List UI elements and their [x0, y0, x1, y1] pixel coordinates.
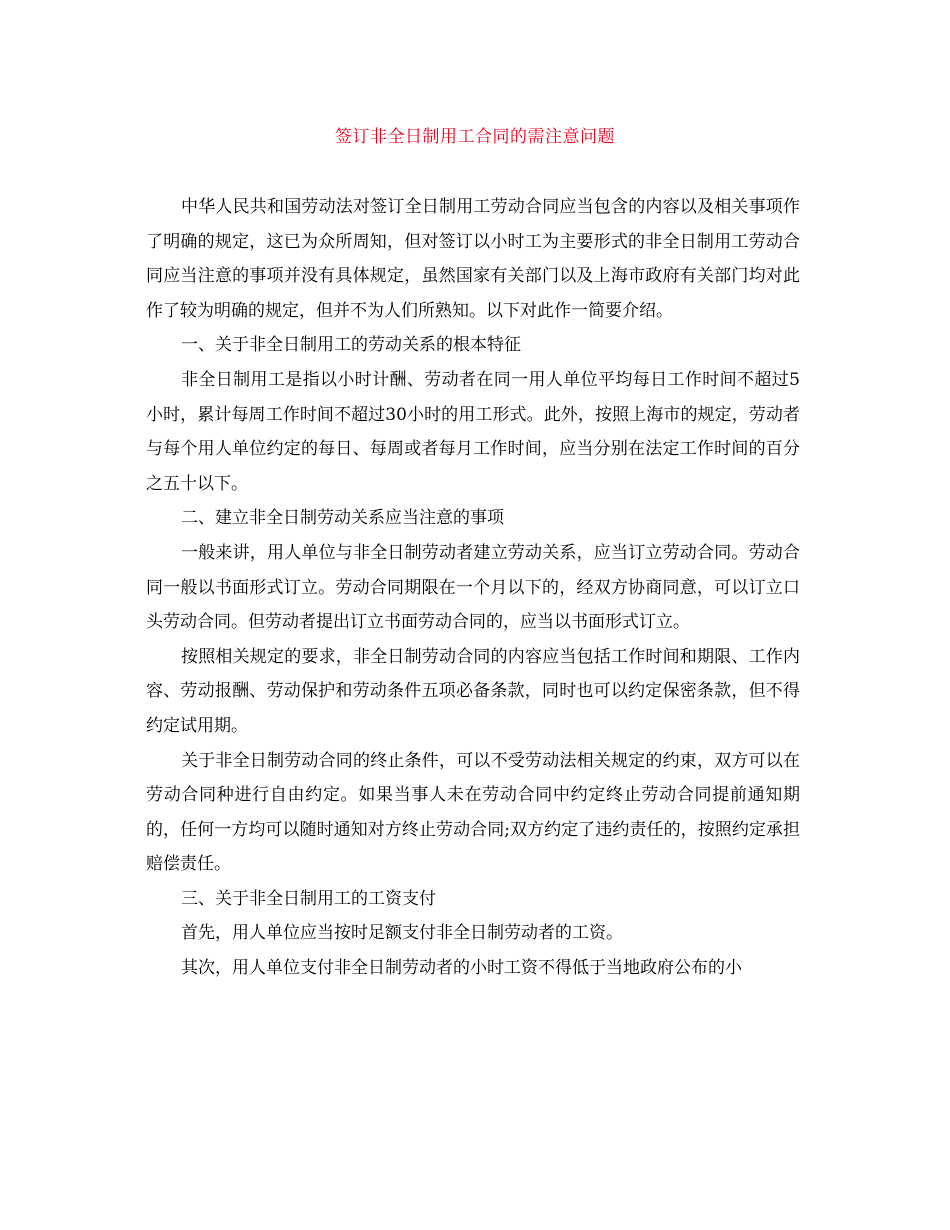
document-body [146, 190, 800, 986]
section-heading: 二、建立非全日制劳动关系应当注意的事项 [181, 508, 504, 529]
paragraph: 非全日制用工是指以小时计酬、劳动者在同一用人单位平均每日工作时间不超过5小时，累计每周工作时间不超过30小时的用工形式。此外，按照上海市的规定，劳动者与每个用人单位约定的每日、每周或者每月工作时间，应当分别在法定工作时间的百分之五十以下。 [146, 369, 800, 494]
paragraph: 关于非全日制劳动合同的终止条件，可以不受劳动法相关规定的约束，双方可以在劳动合同种进行自由约定。如果当事人未在劳动合同中约定终止劳动合同提前通知期的，任何一方均可以随时通知对方终止劳动合同;双方约定了违约责任的，按照约定承担赔偿责任。 [146, 750, 800, 875]
paragraph: 按照相关规定的要求，非全日制劳动合同的内容应当包括工作时间和期限、工作内容、劳动报酬、劳动保护和劳动条件五项必备条款，同时也可以约定保密条款，但不得约定试用期。 [146, 646, 800, 736]
paragraph: 一般来讲，用人单位与非全日制劳动者建立劳动关系，应当订立劳动合同。劳动合同一般以书面形式订立。劳动合同期限在一个月以下的，经双方协商同意，可以订立口头劳动合同。但劳动者提出订立书面劳动合同的，应当以书面形式订立。 [146, 542, 800, 633]
paragraph: 中华人民共和国劳动法对签订全日制用工劳动合同应当包含的内容以及相关事项作了明确的规定，这已为众所周知，但对签订以小时工为主要形式的非全日制用工劳动合同应当注意的事项并没有具体规定，虽然国家有关部门以及上海市政府有关部门均对此作了较为明确的规定，但并不为人们所熟知。以下对此作一简要介绍。 [146, 197, 800, 321]
paragraph: 其次，用人单位支付非全日制劳动者的小时工资不得低于当地政府公布的小 [181, 958, 742, 979]
document-title: 签订非全日制用工合同的需注意问题 [335, 127, 615, 147]
section-heading: 一、关于非全日制用工的劳动关系的根本特征 [181, 335, 521, 356]
section-heading: 三、关于非全日制用工的工资支付 [181, 888, 436, 909]
paragraph: 首先，用人单位应当按时足额支付非全日制劳动者的工资。 [181, 923, 623, 944]
